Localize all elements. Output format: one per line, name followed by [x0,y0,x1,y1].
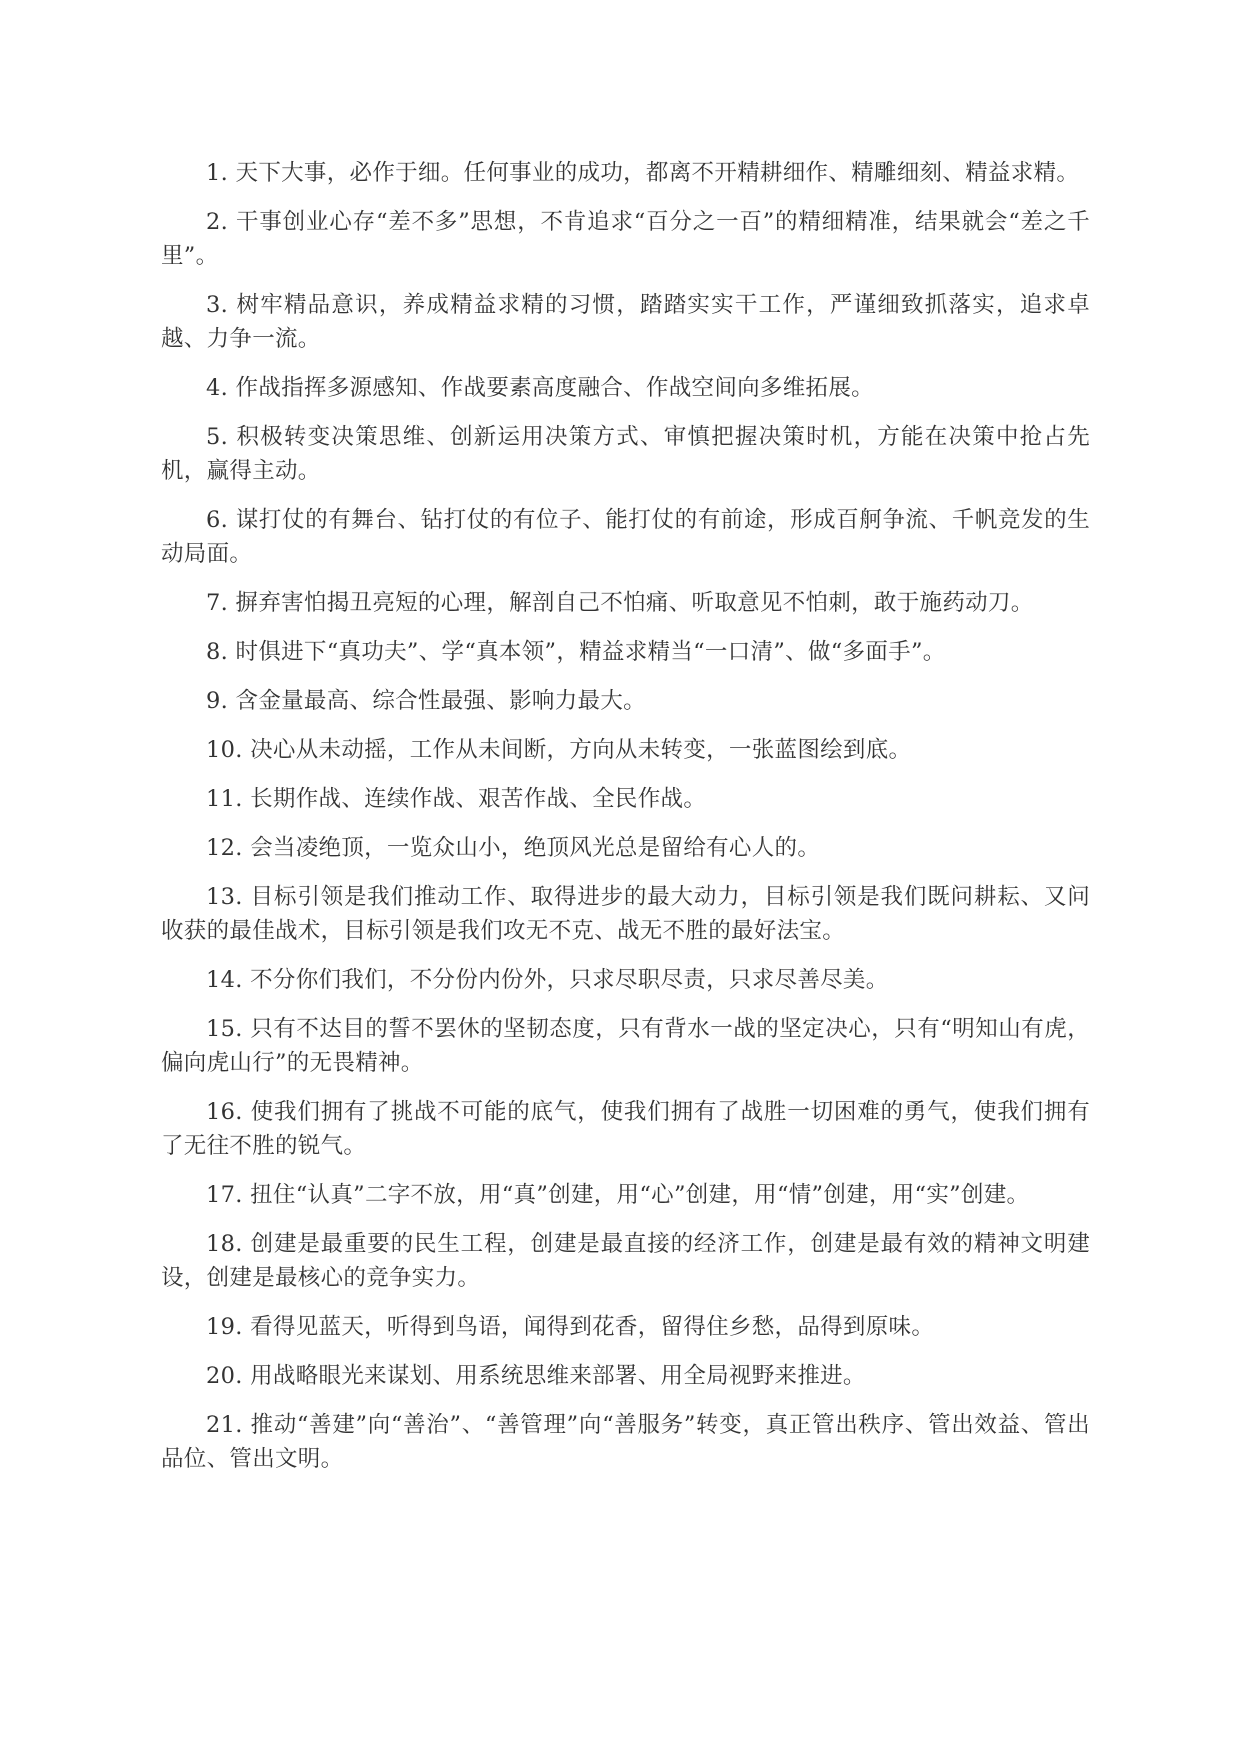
paragraph-12: 12. 会当凌绝顶，一览众山小，绝顶风光总是留给有心人的。 [206,835,821,861]
paragraph-3: 3. 树牢精品意识，养成精益求精的习惯，踏踏实实干工作，严谨细致抓落实，追求卓越、力争一流。 [161,292,1090,352]
paragraph-7: 7. 摒弃害怕揭丑亮短的心理，解剖自己不怕痛、听取意见不怕刺，敢于施药动刀。 [206,590,1034,616]
document-body [161,156,1090,1491]
paragraph-16: 16. 使我们拥有了挑战不可能的底气，使我们拥有了战胜一切困难的勇气，使我们拥有了无往不胜的锐气。 [161,1099,1090,1159]
paragraph-5: 5. 积极转变决策思维、创新运用决策方式、审慎把握决策时机，方能在决策中抢占先机，赢得主动。 [161,424,1090,484]
paragraph-9: 9. 含金量最高、综合性最强、影响力最大。 [206,688,646,714]
paragraph-4: 4. 作战指挥多源感知、作战要素高度融合、作战空间向多维拓展。 [206,375,874,401]
paragraph-17: 17. 扭住“认真”二字不放，用“真”创建，用“心”创建，用“情”创建，用“实”创建。 [206,1182,1030,1208]
paragraph-2: 2. 干事创业心存“差不多”思想，不肯追求“百分之一百”的精细精准，结果就会“差之千里”。 [161,209,1090,269]
paragraph-15: 15. 只有不达目的誓不罢休的坚韧态度，只有背水一战的坚定决心，只有“明知山有虎，偏向虎山行”的无畏精神。 [161,1016,1090,1076]
paragraph-14: 14. 不分你们我们，不分份内份外，只求尽职尽责，只求尽善尽美。 [206,967,889,993]
paragraph-20: 20. 用战略眼光来谋划、用系统思维来部署、用全局视野来推进。 [206,1363,866,1389]
paragraph-18: 18. 创建是最重要的民生工程，创建是最直接的经济工作，创建是最有效的精神文明建设，创建是最核心的竞争实力。 [161,1231,1090,1291]
paragraph-10: 10. 决心从未动摇，工作从未间断，方向从未转变，一张蓝图绘到底。 [206,737,912,763]
paragraph-11: 11. 长期作战、连续作战、艰苦作战、全民作战。 [206,786,707,812]
paragraph-13: 13. 目标引领是我们推动工作、取得进步的最大动力，目标引领是我们既问耕耘、又问收获的最佳战术，目标引领是我们攻无不克、战无不胜的最好法宝。 [161,884,1090,944]
paragraph-19: 19. 看得见蓝天，听得到鸟语，闻得到花香，留得住乡愁，品得到原味。 [206,1314,935,1340]
paragraph-8: 8. 时俱进下“真功夫”、学“真本领”，精益求精当“一口清”、做“多面手”。 [206,639,946,665]
paragraph-1: 1. 天下大事，必作于细。任何事业的成功，都离不开精耕细作、精雕细刻、精益求精。 [206,160,1080,186]
paragraph-6: 6. 谋打仗的有舞台、钻打仗的有位子、能打仗的有前途，形成百舸争流、千帆竞发的生动局面。 [161,507,1090,567]
paragraph-21: 21. 推动“善建”向“善治”、“善管理”向“善服务”转变，真正管出秩序、管出效益、管出品位、管出文明。 [161,1412,1090,1472]
